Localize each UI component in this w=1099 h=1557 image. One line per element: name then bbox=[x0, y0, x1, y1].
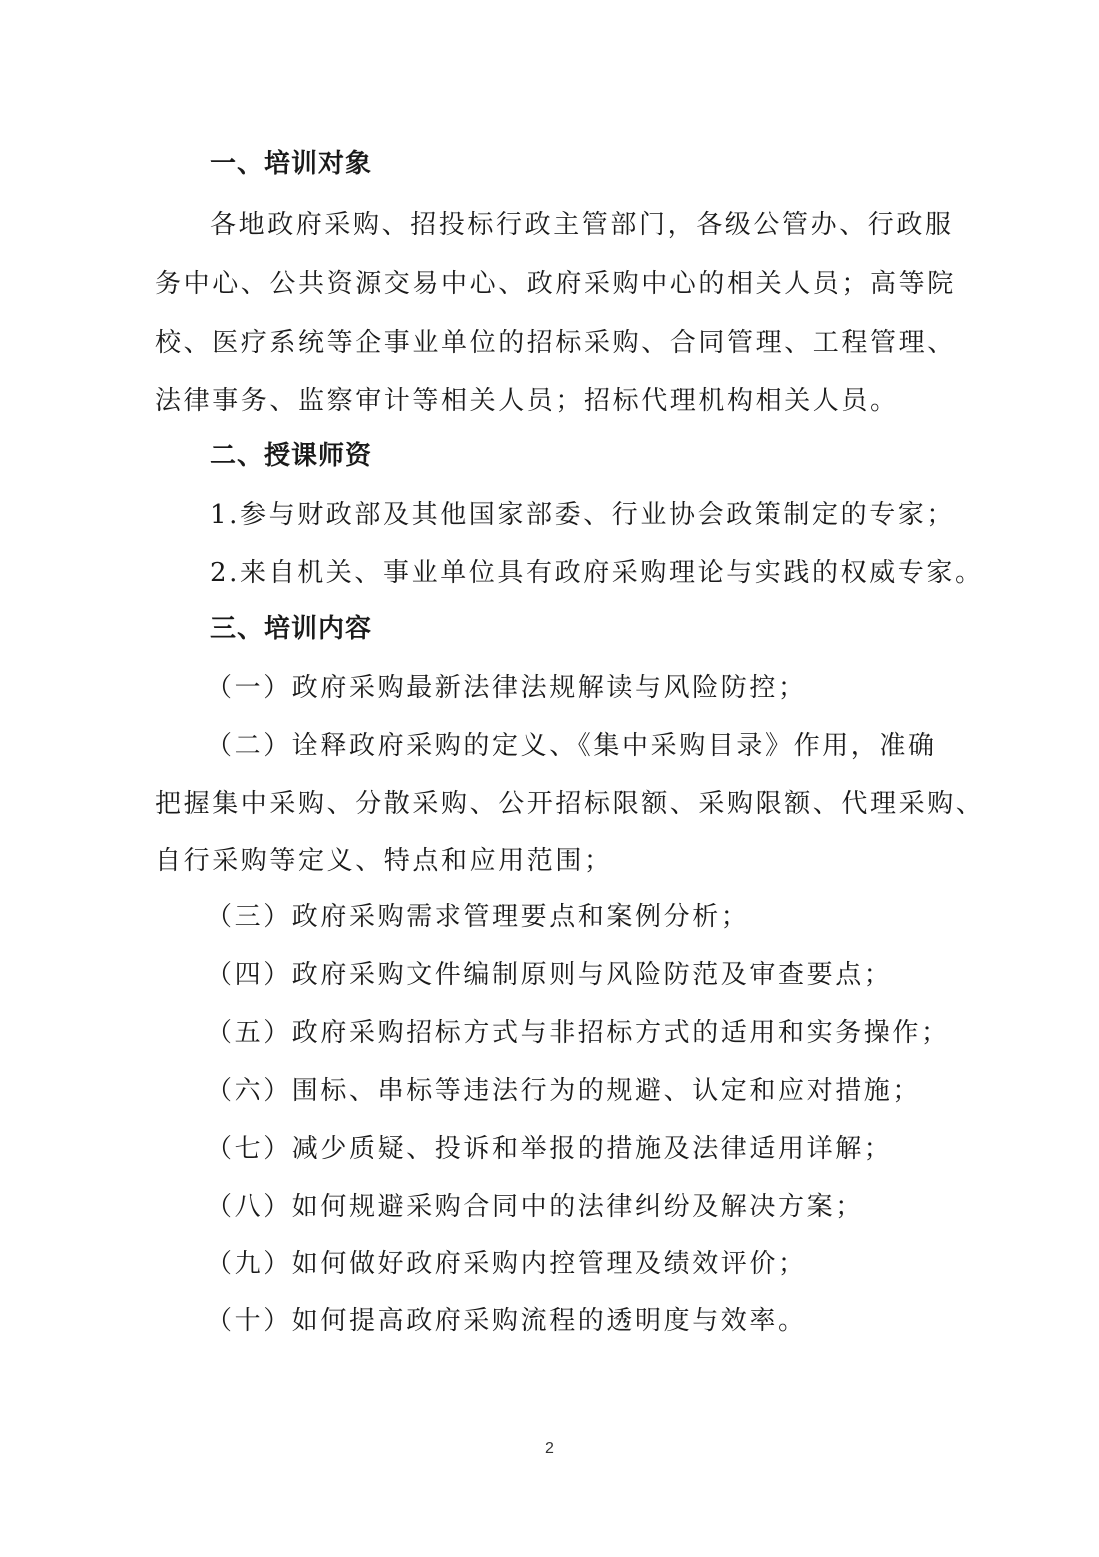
list-item: （九）如何做好政府采购内控管理及绩效评价； bbox=[206, 1249, 807, 1279]
paragraph-line: 各地政府采购、招投标行政主管部门，各级公管办、行政服 bbox=[210, 210, 954, 240]
section-heading-training-target: 一、培训对象 bbox=[210, 149, 373, 179]
list-item: （二）诠释政府采购的定义、《集中采购目录》作用，准确 bbox=[206, 731, 937, 761]
list-item: 1.参与财政部及其他国家部委、行业协会政策制定的专家； bbox=[210, 500, 956, 530]
list-item: （三）政府采购需求管理要点和案例分析； bbox=[206, 902, 750, 932]
list-item: （四）政府采购文件编制原则与风险防范及审查要点； bbox=[206, 960, 893, 990]
list-item-continuation: 自行采购等定义、特点和应用范围； bbox=[155, 846, 613, 876]
list-item: （五）政府采购招标方式与非招标方式的适用和实务操作； bbox=[206, 1018, 950, 1048]
paragraph-line: 务中心、公共资源交易中心、政府采购中心的相关人员；高等院 bbox=[155, 269, 956, 299]
paragraph-line: 法律事务、监察审计等相关人员；招标代理机构相关人员。 bbox=[155, 386, 899, 416]
section-heading-training-content: 三、培训内容 bbox=[210, 614, 373, 644]
list-item-continuation: 把握集中采购、分散采购、公开招标限额、采购限额、代理采购、 bbox=[155, 789, 985, 819]
list-item: （八）如何规避采购合同中的法律纠纷及解决方案； bbox=[206, 1192, 864, 1222]
list-item: （一）政府采购最新法律法规解读与风险防控； bbox=[206, 673, 807, 703]
section-heading-instructors: 二、授课师资 bbox=[210, 441, 373, 471]
list-item: 2.来自机关、事业单位具有政府采购理论与实践的权威专家。 bbox=[210, 558, 984, 588]
paragraph-line: 校、医疗系统等企事业单位的招标采购、合同管理、工程管理、 bbox=[155, 328, 956, 358]
list-item: （六）围标、串标等违法行为的规避、认定和应对措施； bbox=[206, 1076, 922, 1106]
list-item: （十）如何提高政府采购流程的透明度与效率。 bbox=[206, 1306, 807, 1336]
page-number: 2 bbox=[545, 1440, 554, 1457]
list-item: （七）减少质疑、投诉和举报的措施及法律适用详解； bbox=[206, 1134, 893, 1164]
